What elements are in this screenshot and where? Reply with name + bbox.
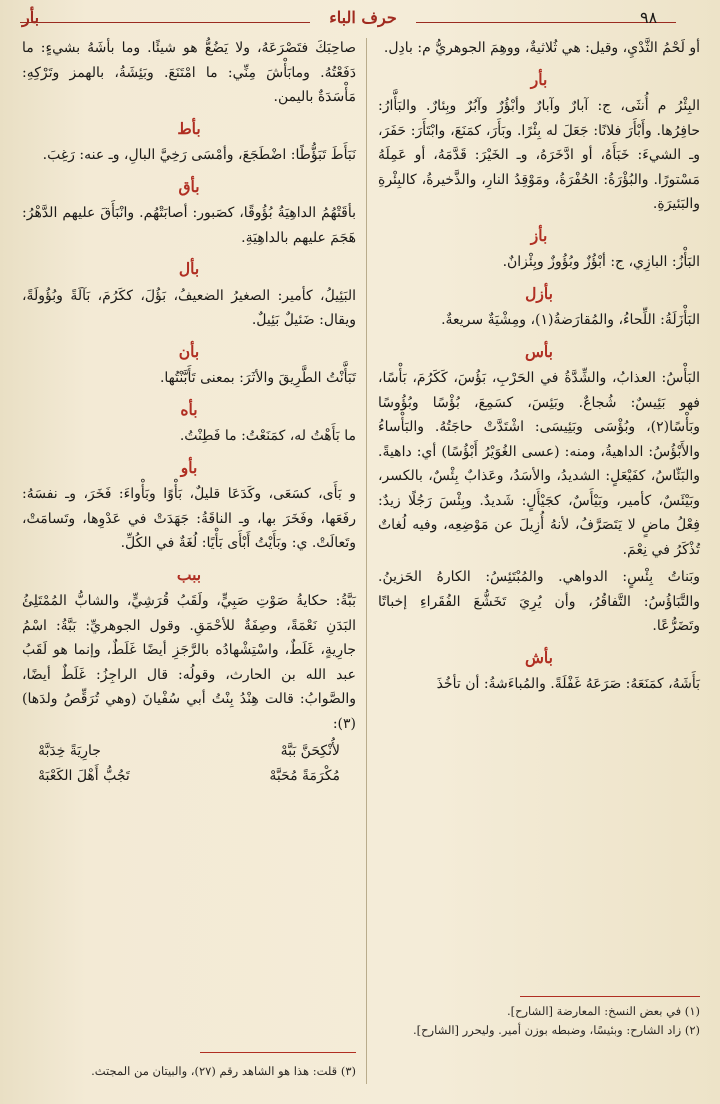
entry-text: و بَأَى، كسَعَى، وكَدَعَا قليلٌ، بَأْوًا وبَأْواءَ: فَخَرَ، وـ نفسَهُ: رفَعَها، وفَخَرَ بها، وـ الناقَةُ: جَهَدَتْ في عَدْوِها، وتَسامَتْ، وتَعالَتْ. ي: وبَأَيْتُ أَبْأَى بَأْيًا: لُغَةٌ في الكُلِّ. [22, 486, 356, 551]
running-head-word: بأر [22, 8, 40, 27]
entry-text: بأقَتْهُمُ الداهِيَةُ بُؤُوقًا، كصَبور: أصابَتْهُم. وانْبَأَقَ عليهم الدَّهْرُ: هَجَمَ عليهم بالداهِيَةِ. [22, 205, 356, 246]
hemistich: تَجُبُّ أَهْلَ الكَعْبَهْ [38, 767, 130, 784]
root-heading: بأق [178, 176, 200, 196]
root-heading: بأزل [525, 283, 553, 303]
entry-text: البَأْزُ: البازِي، ج: أبْؤُزٌ وبُؤُوزٌ وبِئْزانٌ. [502, 254, 700, 270]
root-heading: ببب [176, 564, 202, 584]
column-divider [366, 38, 367, 1084]
right-footnotes [378, 1002, 700, 1040]
chapter-title: حرف الباء [329, 8, 397, 27]
entry-text: البِئْرُ م أُنثَى، ج: آبارٌ وآبارٌ وأبْؤُرٌ وآبُرٌ وبِئارٌ. والبَأَّارُ: حافِرُها. وأَبْأَرَ فلانًا: جَعَلَ له بِئْرًا. وبَأَرَ، كمَنَعَ، وابْتَأَرَ: حَفَرَ، وـ الشيءَ: خَبَأَهُ، أو ادَّخَرَهُ، وـ الخَيْرَ: قَدَّمَهُ، أو عَمِلَهُ مَسْتورًا. والبُؤْرَةُ: الحُفْرَةُ، ومَوْقِدُ النارِ، والذَّخيرةُ، كالبِئْرةِ والبَئيرَةِ. [378, 98, 700, 212]
verse-line [22, 764, 356, 789]
entry-text: البَئِيلُ، كأمير: الصغيرُ الضعيفُ، بَؤُلَ، ككَرُمَ، بَآلَةً وبُؤُولَةً، ويقال: ضَئيلٌ بَئِيلٌ. [22, 287, 356, 328]
page-number: ٩٨ [640, 8, 658, 27]
root-heading: بأس [525, 341, 553, 361]
entry-text: وبَناتُ بِئْسٍ: الدواهي. والمُبْتَئِسُ: الكارهُ الحَزينُ. والتَّبَاؤُسُ: التَّفاقُرُ، وأن يُرِيَ تَخَشُّعَ الفُقَراءِ إخباتًا وتَضَرُّعًا. [378, 569, 700, 634]
root-heading: بأر [530, 69, 548, 89]
footnote: (٢) زاد الشارح: وبئيسًا، وضبطه بوزن أمير. وليحرر [الشارح]. [412, 1023, 700, 1037]
right-column [378, 36, 700, 700]
entry-text: بَأَشَهُ، كمَنَعَهُ: صَرَعَهُ غَفْلَةً. والمُباءَشةُ: أن تأخُذَ [436, 676, 700, 692]
hemistich: جارِيَةً خِدَبَّهْ [38, 743, 101, 759]
hemistich: لأُنْكِحَنَّ بَبَّهْ [280, 743, 340, 759]
root-heading: بأل [178, 259, 200, 278]
left-column [22, 36, 356, 788]
header-rule-right [416, 22, 676, 23]
entry-text: أو لَحْمُ الثَّدْيِ، وقيل: هي ثُلاثيةٌ، ووهِمَ الجوهريُّ م: بادِل. [383, 40, 700, 56]
header-rule-left [20, 22, 310, 23]
root-heading: بأط [177, 118, 201, 138]
footnote-rule-left [200, 1052, 356, 1053]
footnote-rule-right [520, 996, 700, 997]
root-heading: بأش [525, 647, 553, 667]
root-heading: بأز [530, 225, 548, 245]
entry-text: نَبَأَطَ تَبَؤُّطًا: اضْطَجَعَ، وأمْسَى رَخِيَّ البالِ، وـ عنه: رَغِبَ. [42, 147, 356, 163]
entry-text: تَبَأَّنْتُ الطَّرِيقَ والأثَرَ: بمعنى تَأَبَّنْتُها. [159, 370, 356, 386]
root-heading: بأن [178, 341, 200, 361]
entry-text: البَأْزَلَةُ: اللِّحاءُ، والمُقارَضةُ(١)، ومِشْيَةٌ سريعةٌ. [441, 312, 700, 328]
verse-line [22, 739, 356, 764]
entry-text: صاحِبَكَ فتَصْرَعَهُ، ولا يَضُعُّ هو شيئًا. وما بأشَهُ بشيءٍ: ما دَفَعْتُهُ. ومابَأْشَ مِنِّي: ما امْتَنَعَ. وبَئِشَةُ، بالهمز وتَرْكِهِ: مَأْسَدَةٌ باليمن. [22, 40, 356, 105]
root-heading: بأو [180, 457, 198, 477]
entry-text: ما بَأَهْتُ له، كمَنَعْتُ: ما فَطِنْتُ. [179, 428, 356, 444]
root-heading: بأه [180, 399, 198, 419]
left-footnote: (٣) قلت: هذا هو الشاهد رقم (٢٧)، والبيتان من المجتث. [91, 1064, 356, 1078]
hemistich: مُكْرَمَةً مُحَبَّهْ [269, 767, 340, 784]
entry-text: البَأْسُ: العذابُ، والشِّدَّةُ في الحَرْبِ، بَؤُسَ، كَكَرُمَ، بَأْسًا، فهو بَئِيسٌ: شُجاعٌ. وبَئِسَ، كسَمِعَ، بُؤْسًا وبُؤُوسًا وبَأْسًا(٢)، وبُؤْسَى وبَئِيسَى: اشْتَدَّتْ حاجَتُهُ. والبَأْساءُ والأَبْؤُسُ: الداهيةُ، ومنه: (عسى الغُوَيْرُ أَبْؤُسًا) أي: داهيةً. والبَئّاسُ، كفَيْعَلٍ: الشديدُ، والأسَدُ، وعَذابٌ بِئْسٌ، بالكسر، وبَيْئَسٌ، كأمير، وبَيْأَسٌ، كجَيْأَلٍ: شَديدٌ. وبِئْسَ رَجُلًا زيدٌ: فِعْلُ ماضٍ لا يَتَصَرَّفُ، لأنهُ أُزِيلَ عن مَوْضِعِه، وفيه لُغاتٌ تُذْكَرُ في نِعْمَ. [378, 370, 700, 558]
entry-text: بَبَّةُ: حكايةُ صَوْتِ صَبِيٍّ، ولَقَبُ قُرَشِيٍّ، والشابُّ المُمْتَلِئُ البَدَنِ نَعْمَةً، وصِفَةٌ للأحْمَقِ. وقول الجوهريِّ: بَبَّةُ: اسْمُ جارِيةٍ، غَلَطٌ، واسْتِشْهادُه بالرَّجَزِ أيضًا غَلَطٌ، وإنما هو لَقَبُ عبد الله بن الحارث، وقولُه: قال الراجِزُ: غَلَطٌ أيضًا، والصَّوابُ: قالت هِنْدُ بِنْتُ أبي سُفْيانَ (وهي تُرَقِّصُ ولدَها)(٣): [22, 593, 356, 732]
footnote: (١) في بعض النسخ: المعارضة [الشارح]. [506, 1004, 700, 1018]
